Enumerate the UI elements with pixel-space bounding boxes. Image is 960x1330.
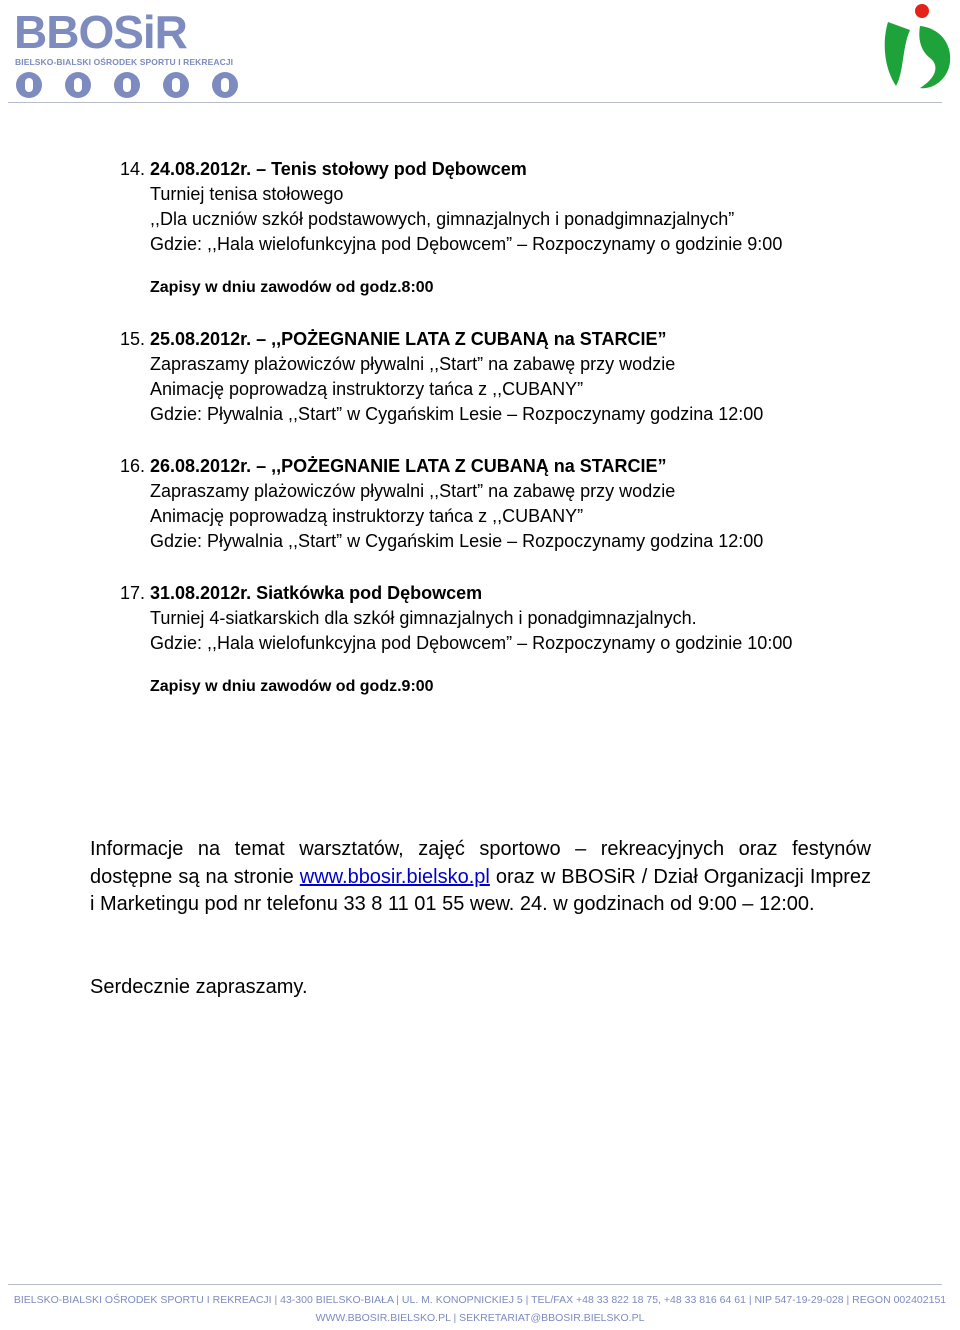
event-signup-note: Zapisy w dniu zawodów od godz.9:00 <box>150 678 434 695</box>
bbosir-logo <box>14 8 240 94</box>
closing-line: Serdecznie zapraszamy. <box>90 976 308 998</box>
event-signup-note: Zapisy w dniu zawodów od godz.8:00 <box>150 279 434 296</box>
logo-subtitle: BIELSKO-BIALSKI OŚRODEK SPORTU I REKREACJI <box>15 57 234 67</box>
event-number: 17. <box>120 583 146 603</box>
logo-sport-icons <box>16 72 238 98</box>
event-body <box>150 581 880 697</box>
event-title: 25.08.2012r. – ,,POŻEGNANIE LATA Z CUBANĄ na STARCIE” <box>150 329 667 349</box>
info-paragraph <box>90 836 871 919</box>
event-body <box>150 454 880 554</box>
event-line: Zapraszamy plażowiczów pływalni ,,Start” na zabawę przy wodzie <box>150 481 676 501</box>
website-link[interactable]: www.bbosir.bielsko.pl <box>299 865 490 888</box>
brand-mark-right-leaf <box>919 26 950 88</box>
footer-address: BIELSKO-BIALSKI OŚRODEK SPORTU I REKREACJI | 43-300 BIELSKO-BIAŁA | UL. M. KONOPNICKIEJ 5 | TEL/FAX +48 33 822 18 75, +48 33 816 64 61 | NIP 547-19-29-028 | REGON 002402151 <box>13 1294 947 1306</box>
event-line: Gdzie: ,,Hala wielofunkcyjna pod Dębowcem” – Rozpoczynamy o godzinie 9:00 <box>150 234 783 254</box>
logo-wordmark: BBOSiR <box>14 6 187 58</box>
football-icon <box>114 72 140 98</box>
tennis-icon <box>16 72 42 98</box>
event-line: ,,Dla uczniów szkół podstawowych, gimnazjalnych i ponadgimnazjalnych” <box>150 209 735 229</box>
event-number: 14. <box>120 159 146 179</box>
event-line: Gdzie: ,,Hala wielofunkcyjna pod Dębowcem” – Rozpoczynamy o godzinie 10:00 <box>150 633 793 653</box>
header-divider <box>8 102 942 103</box>
event-body <box>150 157 880 298</box>
brand-mark-dot <box>915 4 929 18</box>
footer-divider <box>8 1284 942 1285</box>
info-text-continued: oraz w BBOSiR / Dział Organizacji Imprez i Marketingu pod nr telefonu 33 8 11 01 55 wew. 24. w godzinach od 9:00 – 12:00. <box>90 865 871 915</box>
volleyball-icon <box>65 72 91 98</box>
footer-contact: WWW.BBOSIR.BIELSKO.PL | SEKRETARIAT@BBOSIR.BIELSKO.PL <box>315 1312 645 1324</box>
event-line: Turniej 4-siatkarskich dla szkół gimnazjalnych i ponadgimnazjalnych. <box>150 608 697 628</box>
event-number: 16. <box>120 456 146 476</box>
event-line: Gdzie: Pływalnia ,,Start” w Cygańskim Lesie – Rozpoczynamy godzina 12:00 <box>150 404 764 424</box>
event-number: 15. <box>120 329 146 349</box>
event-line: Zapraszamy plażowiczów pływalni ,,Start” na zabawę przy wodzie <box>150 354 676 374</box>
basketball-icon <box>212 72 238 98</box>
event-line: Animację poprowadzą instruktorzy tańca z ,,CUBANY” <box>150 379 584 399</box>
event-line: Turniej tenisa stołowego <box>150 184 344 204</box>
event-body <box>150 327 880 427</box>
brand-mark-left-leaf <box>885 22 910 86</box>
event-line: Gdzie: Pływalnia ,,Start” w Cygańskim Lesie – Rozpoczynamy godzina 12:00 <box>150 531 764 551</box>
event-line: Animację poprowadzą instruktorzy tańca z ,,CUBANY” <box>150 506 584 526</box>
info-text: Informacje na temat warsztatów, zajęć sportowo – rekreacyjnych oraz festynów dostępne są na stronie <box>90 838 871 888</box>
city-brand-mark-icon <box>880 2 956 92</box>
event-title: 24.08.2012r. – Tenis stołowy pod Dębowcem <box>150 159 527 179</box>
event-title: 31.08.2012r. Siatkówka pod Dębowcem <box>150 583 483 603</box>
event-title: 26.08.2012r. – ,,POŻEGNANIE LATA Z CUBANĄ na STARCIE” <box>150 456 667 476</box>
skating-icon <box>163 72 189 98</box>
